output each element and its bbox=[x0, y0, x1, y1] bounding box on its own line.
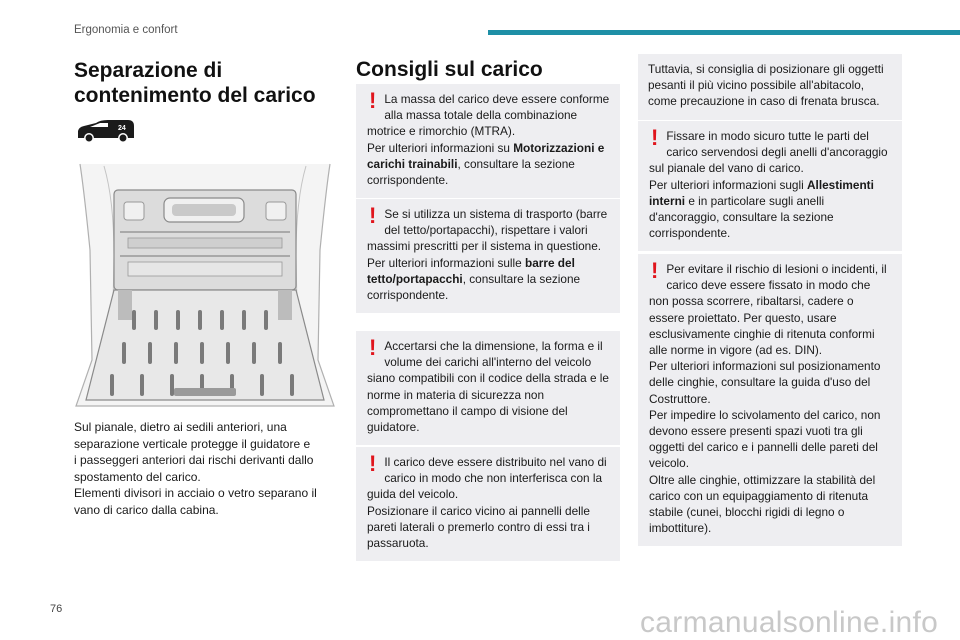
van-icon bbox=[76, 118, 136, 144]
svg-text:24: 24 bbox=[118, 125, 126, 132]
warning-box: ! La massa del carico deve essere conforme alla massa totale della combinazione motrice e rimorchio (MTRA). Per ulteriori informazioni su Motorizzazioni e carichi trainabili, consultare la sezione corrispondente. bbox=[356, 84, 620, 198]
exclamation-icon: ! bbox=[651, 258, 659, 283]
exclamation-icon: ! bbox=[369, 335, 377, 360]
section-accent-bar bbox=[488, 30, 960, 35]
watermark: carmanualsonline.info bbox=[640, 606, 939, 639]
exclamation-icon: ! bbox=[369, 451, 377, 476]
warning-box: ! Il carico deve essere distribuito nel vano di carico in modo che non interferisca con la guida del veicolo. Posizionare il carico vicino ai pannelli delle pareti laterali o premerlo contro di essi tra i passaruota. bbox=[356, 447, 620, 561]
exclamation-icon: ! bbox=[369, 88, 377, 113]
section-title-loading-advice: Consigli sul carico bbox=[356, 58, 543, 81]
warning-box: ! Se si utilizza un sistema di trasporto (barre del tetto/portapacchi), rispettare i valori massimi prescritti per il sistema in questione. Per ulteriori informazioni sulle barre del tetto/portapacchi, consultare la sezione corrispondente. bbox=[356, 199, 620, 313]
page-number: 76 bbox=[50, 603, 63, 615]
warning-box: ! Per evitare il rischio di lesioni o incidenti, il carico deve essere fissato in modo che non possa scorrere, ribaltarsi, cadere o essere proiettato. Per questo, usare esclusivamente cinghie di ritenuta conformi alle norme in vigore (ad es. DIN). Per ulteriori informazioni sul posizionamento delle cinghie, consultare la guida d'uso del Costruttore. Per impedire lo scivolamento del carico, non devono essere presenti spazi vuoti tra gli oggetti del carico e i pannelli delle pareti del veicolo. Oltre alle cinghie, ottimizzare la stabilità del carico con un equipaggiamento di ritenuta stabile (cunei, blocchi rigidi di legno o imbottiture). bbox=[638, 254, 902, 546]
exclamation-icon: ! bbox=[651, 125, 659, 150]
warning-box: ! Accertarsi che la dimensione, la forma e il volume dei carichi all'interno del veicolo siano compatibili con il codice della strada e le norme in materia di sicurezza non compromettano il campo di visione del guidatore. bbox=[356, 331, 620, 445]
warning-box: ! Fissare in modo sicuro tutte le parti del carico servendosi degli anelli d'ancoraggio sul pianale del vano di carico. Per ulteriori informazioni sugli Allestimenti interni e in particolare sugli anelli d'ancoraggio, consultare la sezione corrispondente. bbox=[638, 121, 902, 251]
info-note: Tuttavia, si consiglia di posizionare gli oggetti pesanti il più vicino possibile all'abitacolo, come precauzione in caso di frenata brusca. bbox=[638, 54, 902, 120]
section-header: Ergonomia e confort bbox=[74, 24, 178, 36]
cargo-area-illustration bbox=[74, 160, 336, 408]
load-separation-text: Sul pianale, dietro ai sedili anteriori, una separazione verticale protegge il guidatore e i passeggeri anteriori dai rischi derivanti dallo spostamento del carico. Elementi divisori in acciaio o vetro separano il vano di carico dalla cabina. bbox=[74, 420, 317, 517]
exclamation-icon: ! bbox=[369, 203, 377, 228]
section-title-load-separation: Separazione di contenimento del carico bbox=[74, 59, 316, 107]
